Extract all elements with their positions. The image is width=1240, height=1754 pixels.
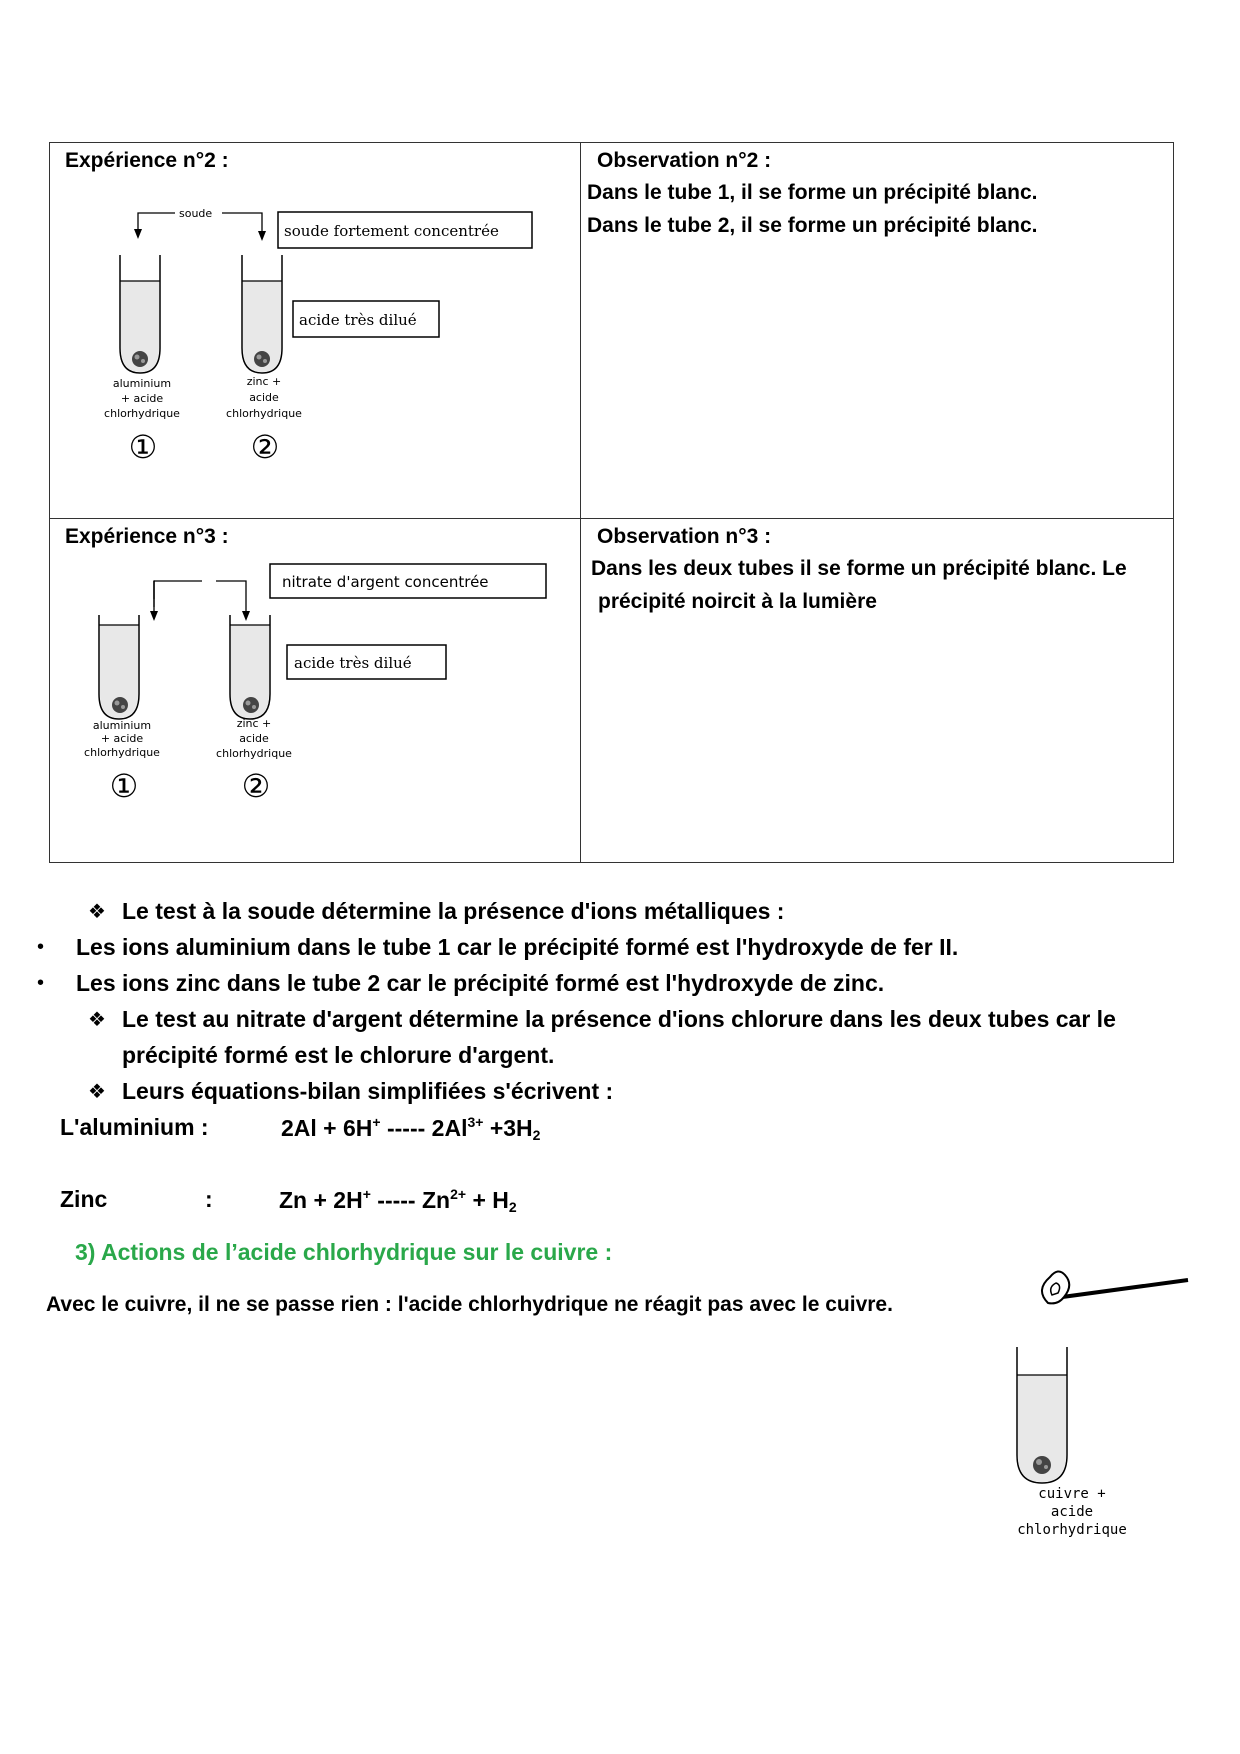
- tube2-label-line1: zinc +: [246, 375, 282, 388]
- dot-bullet: •: [37, 936, 45, 958]
- observation-3-line1: Dans les deux tubes il se forme un précipité blanc. Le: [591, 557, 1127, 580]
- acide-dilue-label: acide très dilué: [299, 311, 417, 329]
- observation-3-line2: précipité noircit à la lumière: [598, 590, 877, 613]
- tube1-label-line1: aluminium: [112, 377, 172, 390]
- paragraph-nitrate-test-line1: Le test au nitrate d'argent détermine la présence d'ions chlorure dans les deux tubes car le: [122, 1006, 1116, 1032]
- paragraph-ions-aluminium: Les ions aluminium dans le tube 1 car le précipité formé est l'hydroxyde de fer II.: [76, 934, 959, 960]
- diamond-bullet: ❖: [88, 1009, 106, 1031]
- section-3-heading: 3) Actions de l’acide chlorhydrique sur le cuivre :: [75, 1239, 613, 1265]
- observation-3-cell: [581, 519, 1174, 863]
- copper-tube-figure: [970, 1255, 1200, 1545]
- nitrate-argent-label: nitrate d'argent concentrée: [282, 573, 489, 591]
- experience-2-cell: [50, 143, 581, 519]
- tube1-label-line2: + acide: [120, 392, 164, 405]
- observation-3-title: Observation n°3 :: [597, 525, 772, 548]
- paragraph-ions-zinc: Les ions zinc dans le tube 2 car le précipité formé est l'hydroxyde de zinc.: [76, 970, 885, 996]
- equation-aluminium: 2Al + 6H+ ----- $2Al^{3+} +3H_2$: [281, 1114, 541, 1143]
- paragraph-soude-test: Le test à la soude détermine la présence d'ions métalliques :: [122, 898, 785, 924]
- experiments-table: [49, 142, 1174, 863]
- observation-2-line1: Dans le tube 1, il se forme un précipité blanc.: [587, 181, 1038, 204]
- soude-label: soude: [179, 207, 213, 220]
- copper-label-line3: chlorhydrique: [1017, 1522, 1127, 1538]
- observation-2-title: Observation n°2 :: [597, 149, 772, 172]
- equation-zinc-label: Zinc: [60, 1186, 108, 1212]
- diamond-bullet: ❖: [88, 1081, 106, 1103]
- paragraph-cuivre: Avec le cuivre, il ne se passe rien : l'acide chlorhydrique ne réagit pas avec le cuivre.: [46, 1293, 893, 1316]
- tube2-label-line2-3: acide: [239, 732, 269, 745]
- tube2-number: ②: [250, 428, 280, 466]
- copper-label-line2: acide: [1050, 1504, 1094, 1520]
- tube2-label-line1-3: zinc +: [236, 717, 272, 730]
- tube1-label-line1-3: aluminium: [92, 719, 152, 732]
- tube1-label-line3: chlorhydrique: [104, 407, 180, 420]
- equation-aluminium-label: L'aluminium :: [60, 1114, 209, 1140]
- experience-2-title: Expérience n°2 :: [65, 149, 229, 172]
- tube1-number: ①: [128, 428, 158, 466]
- tube2-label-line3-3: chlorhydrique: [216, 747, 292, 760]
- tube1-label-line2-3: + acide: [100, 732, 144, 745]
- tube1-number-3: ①: [109, 767, 139, 805]
- acide-dilue-label-3: acide très dilué: [294, 654, 412, 672]
- paragraph-nitrate-test-line2: précipité formé est le chlorure d'argent.: [122, 1042, 555, 1068]
- equation-zinc: Zn + 2H+ ----- $Zn^{2+} + H_2$: [279, 1186, 517, 1215]
- equation-zinc-colon: :: [205, 1186, 213, 1212]
- tube2-label-line2: acide: [249, 391, 279, 404]
- soude-concentree-label: soude fortement concentrée: [284, 222, 499, 240]
- tube2-label-line3: chlorhydrique: [226, 407, 302, 420]
- observation-2-cell: [581, 143, 1174, 519]
- experience-3-diagram-drawing: [50, 519, 580, 862]
- tube2-number-3: ②: [241, 767, 271, 805]
- copper-label-line1: cuivre +: [1038, 1486, 1106, 1502]
- dot-bullet: •: [37, 972, 45, 994]
- diamond-bullet: ❖: [88, 901, 106, 923]
- paragraph-equations-intro: Leurs équations-bilan simplifiées s'écrivent :: [122, 1078, 614, 1104]
- experience-3-title: Expérience n°3 :: [65, 525, 229, 548]
- tube1-label-line3-3: chlorhydrique: [84, 746, 160, 759]
- match-icon: [1055, 1280, 1188, 1298]
- experience-3-cell: [50, 519, 581, 863]
- observation-2-line2: Dans le tube 2, il se forme un précipité blanc.: [587, 214, 1038, 237]
- experience-2-diagram: [50, 143, 580, 518]
